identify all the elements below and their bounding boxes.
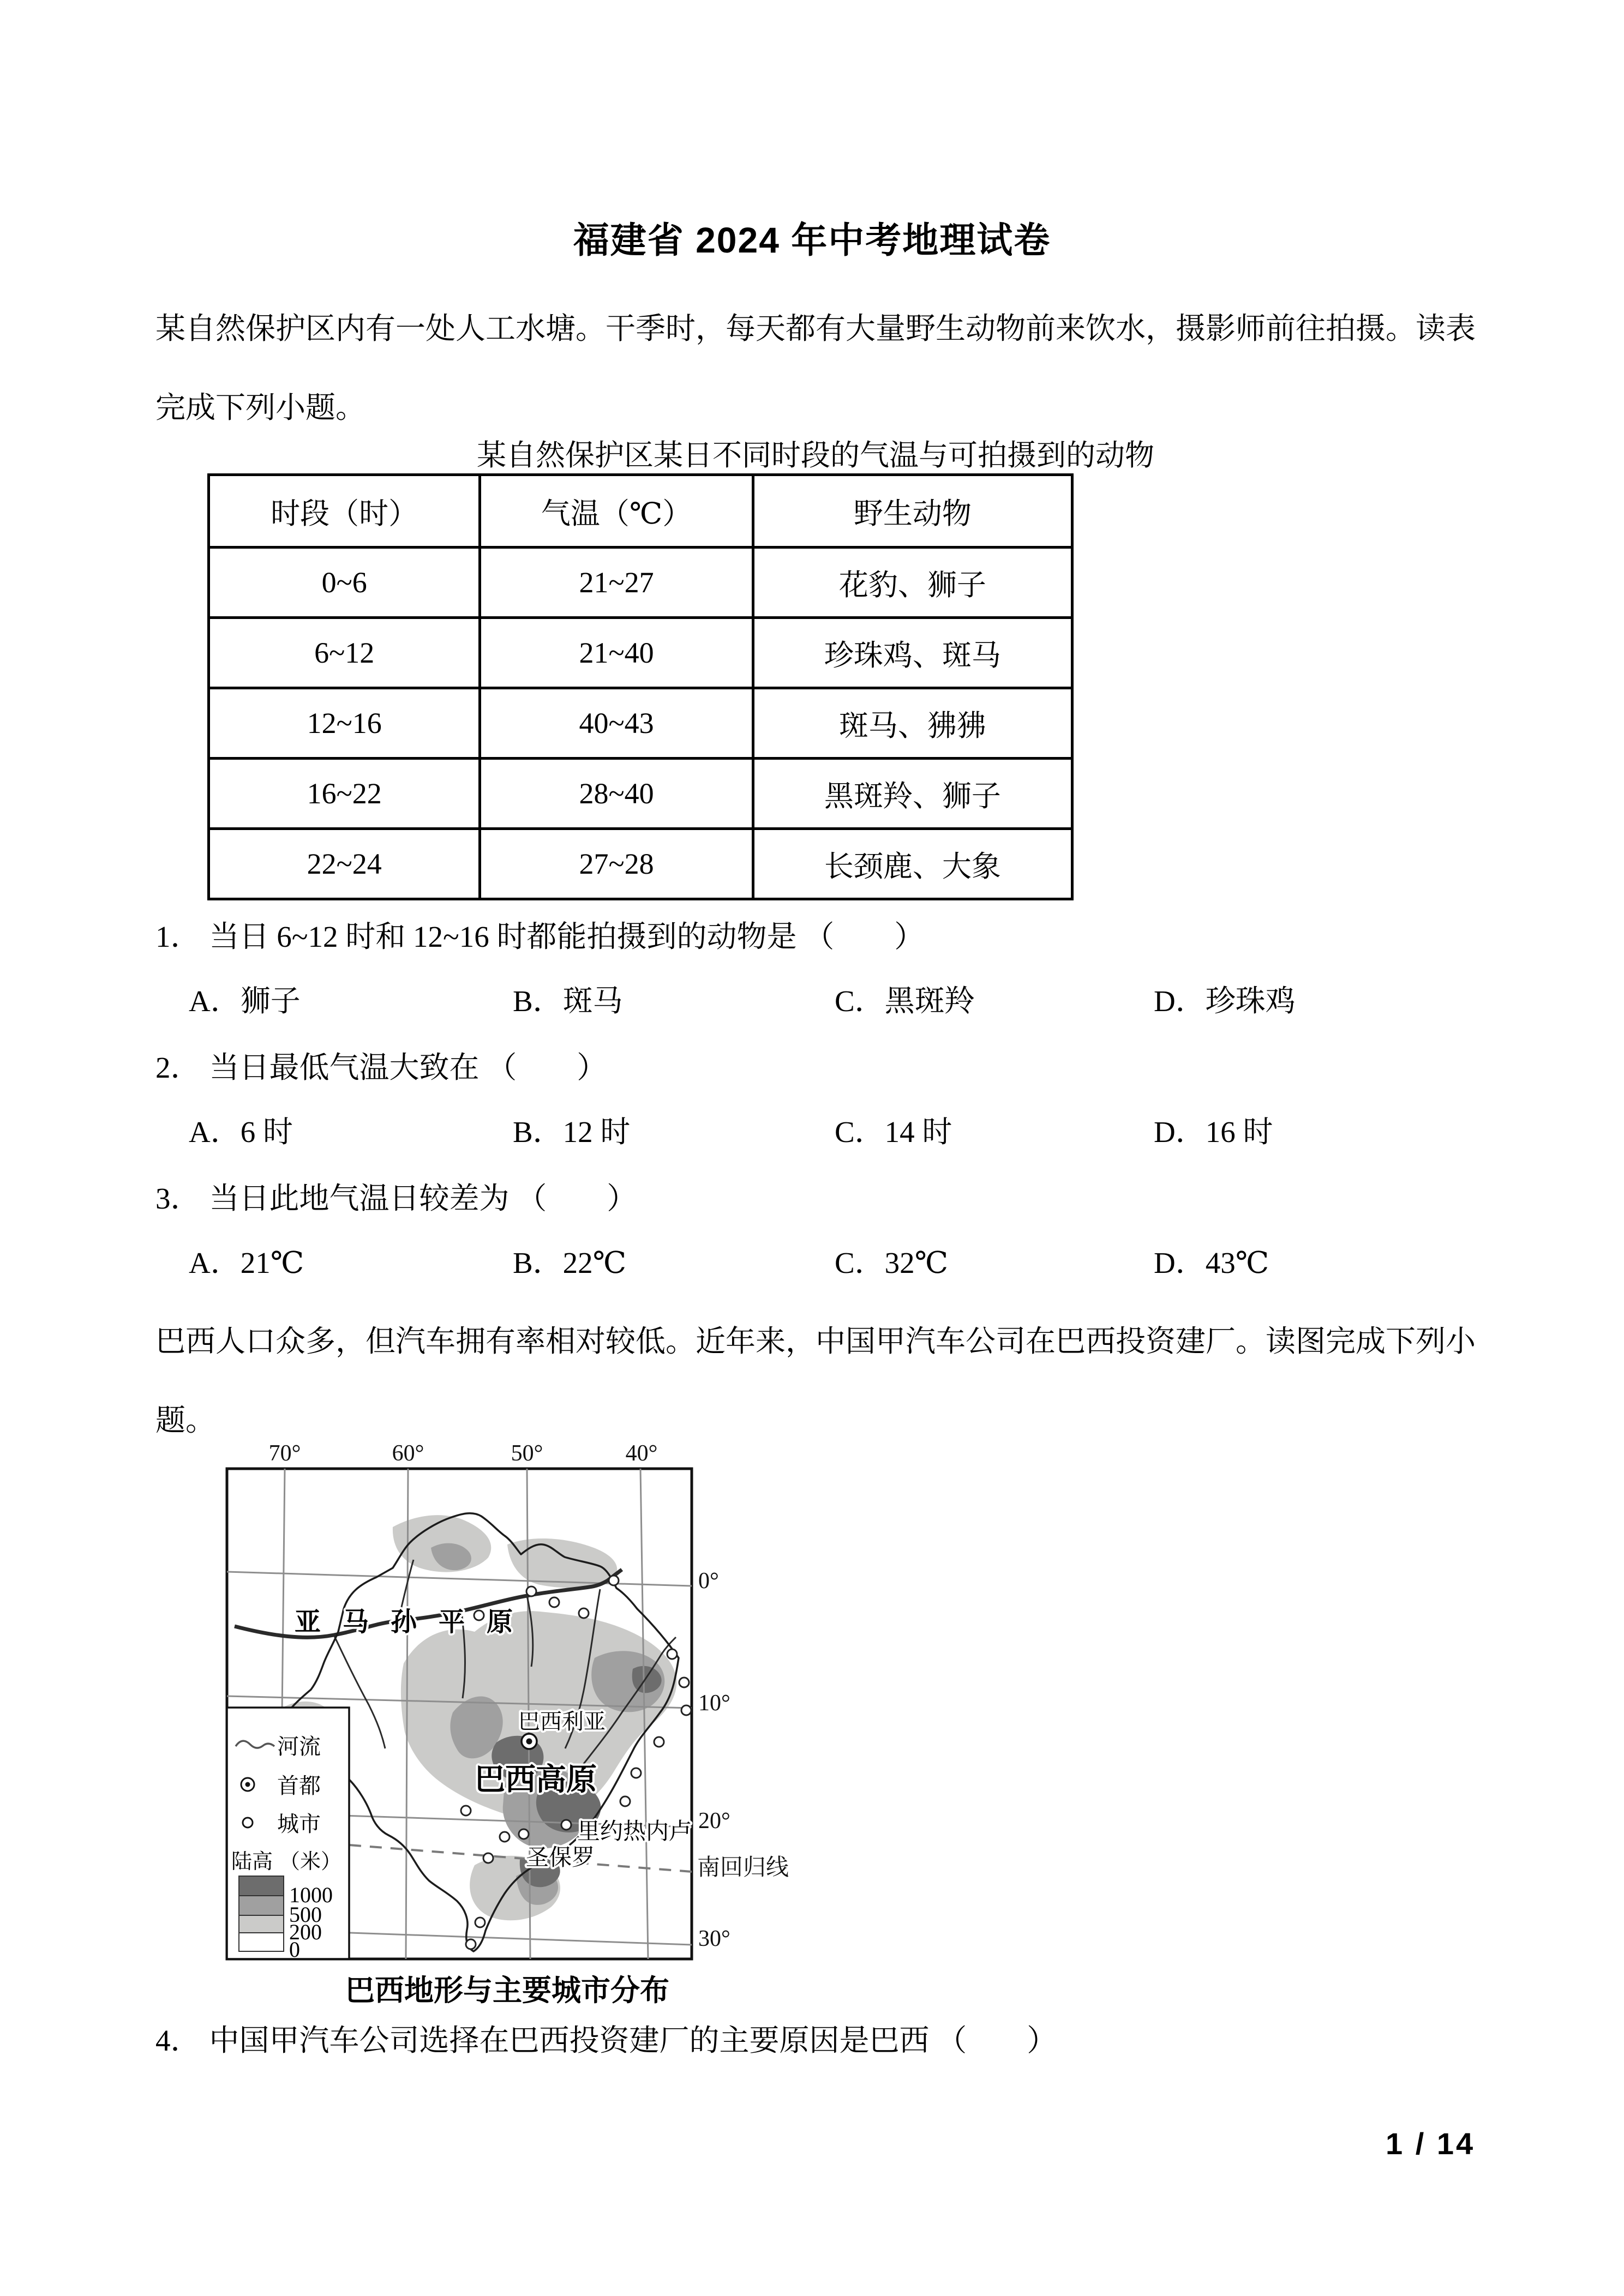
- option-a: A．狮子: [189, 984, 301, 1018]
- option-c: C．黑斑羚: [835, 984, 975, 1018]
- city-symbol: [243, 1818, 253, 1828]
- question-4: [155, 2021, 1057, 2060]
- lon-label: 70°: [268, 1441, 301, 1466]
- question-1: [155, 917, 924, 957]
- question-text: 当日最低气温大致在 （ ）: [209, 1051, 607, 1084]
- tropic-label: 南回归线: [697, 1855, 789, 1880]
- lat-label: 10°: [698, 1691, 730, 1716]
- table-row: [209, 829, 1072, 899]
- table-cell: 27~28: [480, 829, 753, 899]
- question-3-options: [189, 1243, 1585, 1285]
- legend-city-label: 城市: [277, 1812, 321, 1836]
- table-header-row: [209, 475, 1072, 548]
- map-label-sao-paulo: 圣保罗: [526, 1846, 595, 1871]
- question-number: 3．: [155, 1182, 201, 1215]
- table-cell: 16~22: [209, 759, 480, 829]
- question-number: 1．: [155, 920, 201, 953]
- capital-marker: [522, 1734, 537, 1749]
- option-c: C．14 时: [835, 1115, 952, 1149]
- svg-text:0: 0: [289, 1937, 300, 1962]
- table-cell: 12~16: [209, 688, 480, 759]
- lon-label: 50°: [511, 1441, 543, 1466]
- question-text: 当日此地气温日较差为 （ ）: [209, 1182, 637, 1215]
- question-3: [155, 1179, 637, 1218]
- question-1-options: [189, 982, 1585, 1023]
- table-header-cell: 气温（℃）: [480, 475, 753, 548]
- table-cell: 花豹、狮子: [753, 548, 1072, 618]
- table-cell: 长颈鹿、大象: [753, 829, 1072, 899]
- elevation-swatches: [239, 1876, 284, 1951]
- option-a: A．6 时: [189, 1115, 293, 1149]
- map-label-amazon-plain: 亚马孙平原: [295, 1608, 535, 1637]
- svg-text:1000: 1000: [289, 1883, 333, 1907]
- table-cell: 21~27: [480, 548, 753, 618]
- latitude-labels: [697, 1568, 789, 1951]
- question-2: [155, 1048, 607, 1087]
- table-header-cell: 时段（时）: [209, 475, 480, 548]
- question-text: 当日 6~12 时和 12~16 时都能拍摄到的动物是 （ ）: [209, 920, 925, 953]
- map-label-brasilia: 巴西利亚: [518, 1709, 606, 1734]
- table-cell: 40~43: [480, 688, 753, 759]
- option-a: A．21℃: [189, 1246, 304, 1279]
- map-label-rio: 里约热内卢: [577, 1819, 692, 1844]
- option-b: B．12 时: [513, 1115, 631, 1149]
- page-number: 1 / 14: [1386, 2126, 1476, 2161]
- table-row: [209, 759, 1072, 829]
- animals-table: [207, 473, 1074, 900]
- table-row: [209, 618, 1072, 688]
- option-d: D．43℃: [1154, 1246, 1269, 1279]
- longitude-labels: [269, 1441, 658, 1466]
- table-cell: 0~6: [209, 548, 480, 618]
- table-cell: 珍珠鸡、斑马: [753, 618, 1072, 688]
- svg-text:200: 200: [289, 1920, 322, 1944]
- table-caption: 某自然保护区某日不同时段的气温与可拍摄到的动物: [477, 439, 1154, 472]
- map-label-brazil-plateau: 巴西高原: [475, 1763, 597, 1797]
- intro-paragraph-2: 巴西人口众多，但汽车拥有率相对较低。近年来，中国甲汽车公司在巴西投资建厂。读图完成下列小题。: [155, 1325, 1476, 1437]
- brazil-map: [213, 1429, 818, 2023]
- table-cell: 22~24: [209, 829, 480, 899]
- intro-paragraph-1: 某自然保护区内有一处人工水塘。干季时，每天都有大量野生动物前来饮水，摄影师前往拍摄。读表完成下列小题。: [155, 312, 1476, 424]
- map-caption: 巴西地形与主要城市分布: [345, 1974, 669, 2007]
- legend-capital-label: 首都: [277, 1774, 321, 1798]
- lon-label: 60°: [392, 1441, 424, 1466]
- question-number: 2．: [155, 1051, 201, 1084]
- lat-label: 30°: [698, 1926, 730, 1951]
- legend-elevation-title: 陆高: [231, 1850, 273, 1873]
- option-d: D．珍珠鸡: [1154, 984, 1296, 1018]
- map-legend: [227, 1708, 349, 1962]
- legend-elevation-unit: （米）: [279, 1850, 342, 1873]
- svg-text:500: 500: [289, 1902, 322, 1927]
- page-title: 福建省 2024 年中考地理试卷: [573, 220, 1051, 260]
- lon-label: 40°: [625, 1441, 658, 1466]
- question-2-options: [189, 1113, 1585, 1154]
- table-cell: 斑马、狒狒: [753, 688, 1072, 759]
- table-cell: 21~40: [480, 618, 753, 688]
- table-row: [209, 688, 1072, 759]
- table-cell: 黑斑羚、狮子: [753, 759, 1072, 829]
- option-c: C．32℃: [835, 1246, 949, 1279]
- table-cell: 28~40: [480, 759, 753, 829]
- question-text: 中国甲汽车公司选择在巴西投资建厂的主要原因是巴西 （ ）: [209, 2024, 1057, 2057]
- option-d: D．16 时: [1154, 1115, 1273, 1149]
- table-row: [209, 548, 1072, 618]
- table-header-cell: 野生动物: [753, 475, 1072, 548]
- option-b: B．斑马: [513, 984, 623, 1018]
- option-b: B．22℃: [513, 1246, 627, 1279]
- lat-label: 20°: [698, 1808, 730, 1834]
- legend-river-label: 河流: [277, 1734, 321, 1759]
- table-cell: 6~12: [209, 618, 480, 688]
- lat-label: 0°: [698, 1568, 719, 1594]
- question-number: 4．: [155, 2024, 201, 2057]
